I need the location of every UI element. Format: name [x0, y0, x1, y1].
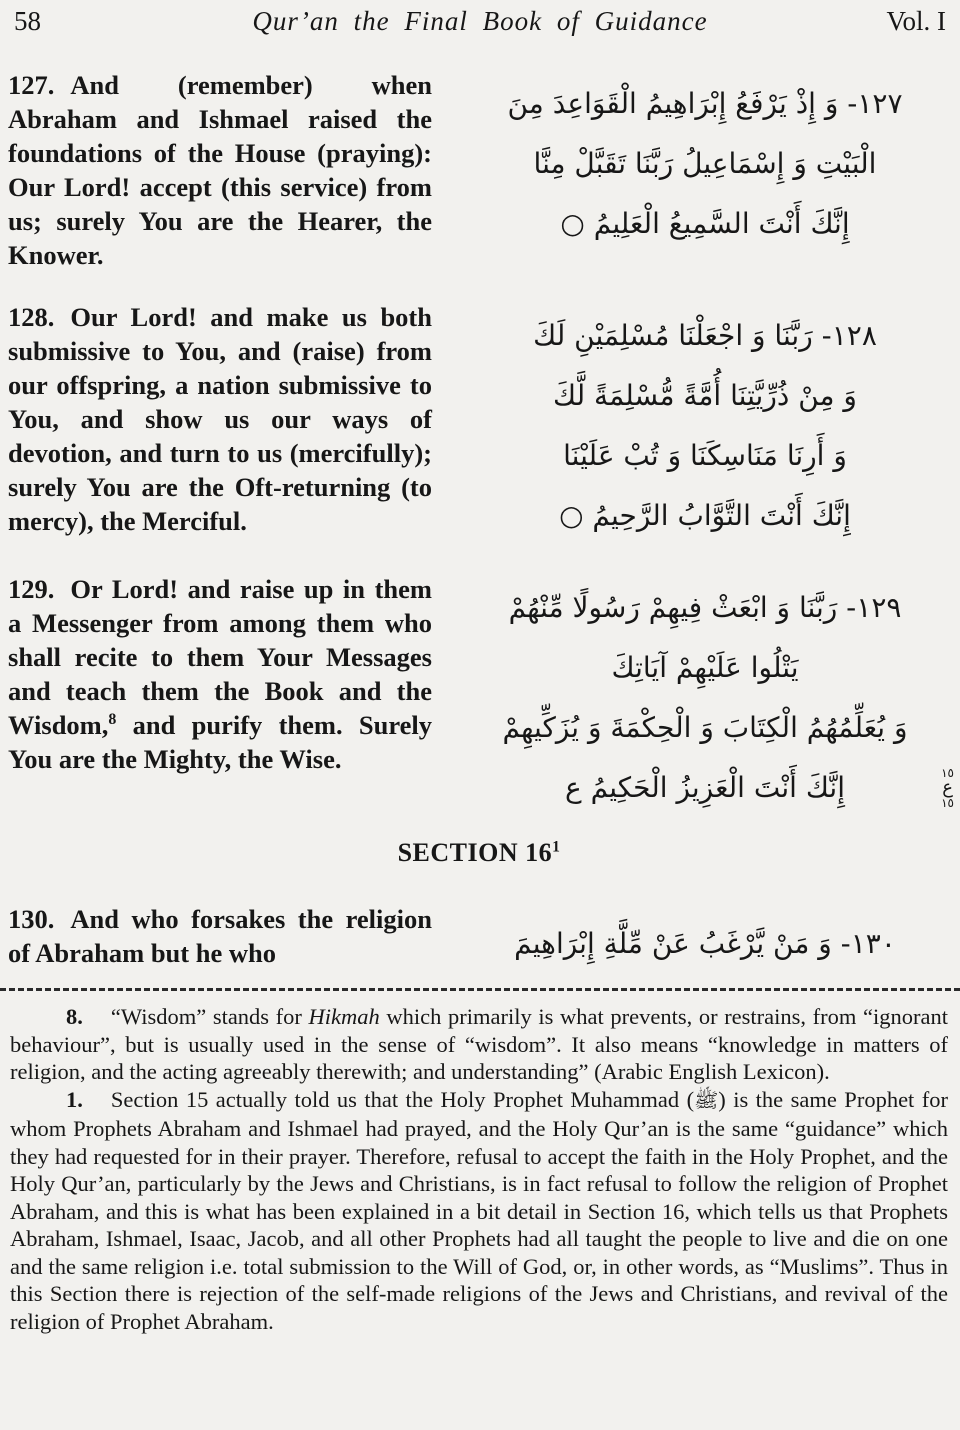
arabic-line: وَ مِنْ ذُرِّيَّتِنَا أُمَّةً مُّسْلِمَةً لَّكَ — [553, 379, 857, 412]
arabic-line: يَتْلُوا عَلَيْهِمْ آيَاتِكَ — [611, 651, 799, 684]
footnote-8-text: “Wisdom” stands for — [110, 1004, 309, 1029]
footnote-8-number: 8. — [66, 1004, 83, 1029]
ruku-ain-letter: ع — [942, 777, 953, 798]
verse-130-number: 130. — [8, 904, 55, 934]
arabic-line — [460, 758, 954, 818]
verse-129-text: Or Lord! and raise up in them a Messenger from among them who shall recite to them Your Messages and teach them the Book and the Wisdom, — [8, 574, 432, 740]
verse-130-arabic — [460, 902, 950, 974]
footnotes-area — [0, 999, 960, 1335]
footnote-8-text-continued: which primarily is what prevents, or restrains, from “ignorant behaviour”, but is usually used in the sense of “wisdom”. It also means “knowledge in matters of religion, and the acting agreeably therewith; and understanding” (Arabic English Lexicon). — [10, 1004, 948, 1084]
ruku-marker — [941, 767, 954, 809]
arabic-line: ١٣٠- وَ مَنْ يَّرْغَبُ عَنْ مِّلَّةِ إِبْرَاهِيمَ — [514, 927, 896, 960]
verse-127-row — [8, 68, 950, 272]
arabic-line: إِنَّكَ أَنْتَ التَّوَّابُ الرَّحِيمُ ○ — [559, 499, 851, 532]
verse-127-arabic — [460, 68, 950, 272]
arabic-line: الْبَيْتِ وَ إِسْمَاعِيلُ رَبَّنَا تَقَبَّلْ مِنَّا — [533, 147, 877, 180]
footnote-1-text: Section 15 actually told us that the Holy Prophet Muhammad ( — [110, 1086, 695, 1112]
verse-128-number: 128. — [8, 302, 55, 332]
page-number: 58 — [14, 6, 41, 36]
ruku-number-bottom: ١٥ — [941, 796, 954, 810]
verse-130-text: And who forsakes the religion of Abraham but he who — [8, 904, 432, 968]
verses-area — [0, 46, 960, 974]
running-head — [0, 0, 960, 46]
arabic-line: إِنَّكَ أَنْتَ السَّمِيعُ الْعَلِيمُ ○ — [560, 207, 850, 240]
arabic-line: ١٢٩- رَبَّنَا وَ ابْعَثْ فِيهِمْ رَسُولًا مِّنْهُمْ — [508, 591, 902, 624]
book-title: Qur’an the Final Book of Guidance — [252, 6, 708, 36]
verse-127-english — [8, 68, 432, 272]
footnote-1-number: 1. — [66, 1086, 83, 1112]
section-heading-label: SECTION 16 — [397, 838, 553, 867]
footnote-1 — [10, 1086, 948, 1336]
verse-127-number: 127. — [8, 70, 55, 100]
ruku-number-top: ١٥ — [941, 766, 954, 780]
arabic-line: ١٢٨- رَبَّنَا وَ اجْعَلْنَا مُسْلِمَيْنِ لَكَ — [533, 319, 877, 352]
footnote-1-text-continued: ) is the same Prophet for whom Prophets Abraham and Ishmael had prayed, and the Holy Qur’an is the same “guidance” which they had requested for in their prayer. Therefore, refusal to accept the faith in the Holy Prophet, and the Holy Qur’an, particularly by the Jews and Christians, is in fact refusal to follow the religion of Prophet Abraham, and this is what has been explained in a bit detail in Section 16, which tells us that Prophets Abraham, Ishmael, Isaac, Jacob, and all other Prophets had all taught the people to live and die on one and the same religion i.e. total submission to the Will of God, or, in other words, as “Muslims”. Thus in this Section there is rejection of the self-made religions of the Jews and Christians, and revival of the religion of Prophet Abraham. — [10, 1086, 948, 1334]
verse-130-row — [8, 902, 950, 974]
arabic-line-text: إِنَّكَ أَنْتَ الْعَزِيزُ الْحَكِيمُ ع — [565, 771, 845, 804]
verse-129-row — [8, 572, 954, 818]
footnote-8 — [10, 1003, 948, 1086]
verse-129-arabic — [460, 572, 954, 818]
arabic-line: وَ أَرِنَا مَنَاسِكَنَا وَ تُبْ عَلَيْنَا — [563, 439, 847, 472]
section-note-ref: 1 — [552, 838, 561, 856]
verse-128-arabic — [460, 300, 950, 546]
footnote-8-italic-term: Hikmah — [308, 1004, 380, 1029]
verse-128-row — [8, 300, 950, 546]
verse-128-english — [8, 300, 432, 546]
verse-127-text: And (remember) when Abraham and Ishmael raised the foundations of the House (praying): Our Lord! accept (this service) from us; surely You are the Hearer, the Knower. — [8, 70, 432, 270]
verse-130-english — [8, 902, 432, 974]
arabic-line: ١٢٧- وَ إِذْ يَرْفَعُ إِبْرَاهِيمُ الْقَوَاعِدَ مِنَ — [507, 87, 903, 120]
footnote-separator-rule — [0, 988, 960, 991]
verse-129-english — [8, 572, 432, 818]
volume-label: Vol. I — [886, 6, 946, 36]
footnote-ref-8: 8 — [108, 711, 117, 729]
arabic-line: وَ يُعَلِّمُهُمُ الْكِتَابَ وَ الْحِكْمَةَ وَ يُزَكِّيهِمْ — [502, 711, 908, 744]
pbuh-symbol: ﷺ — [694, 1089, 719, 1112]
verse-128-text: Our Lord! and make us both submissive to You, and (raise) from our offspring, a nation submissive to You, and show us our ways of devotion, and turn to us (mercifully); surely You are the Oft-returning (to mercy), the Merciful. — [8, 302, 432, 536]
verse-129-number: 129. — [8, 574, 55, 604]
section-heading — [8, 838, 950, 868]
verse-129-text-continued: and purify them. Surely You are the Mighty, the Wise. — [8, 710, 432, 774]
